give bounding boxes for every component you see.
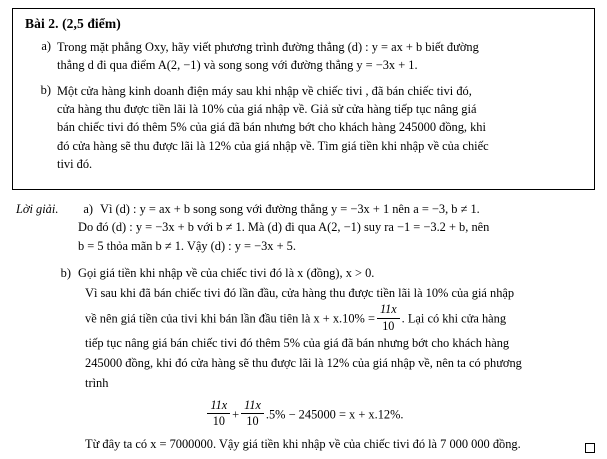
solution-b-conclusion: Từ đây ta có x = 7000000. Vậy giá tiền khi nhập về của chiếc tivi đó là 7 000 000 đồng. <box>85 437 521 452</box>
solution-a-line3: b = 5 thỏa mãn b ≠ 1. Vậy (d) : y = −3x + 5. <box>78 239 296 254</box>
problem-item-b-body <box>57 82 584 174</box>
problem-item-a-line2: thẳng d đi qua điểm A(2, −1) và song song với đường thẳng y = −3x + 1. <box>57 58 418 73</box>
qed-square <box>585 443 595 453</box>
solution-b-para-line2-pre: về nên giá tiền của tivi khi bán lần đầu tiên là x + x.10% = <box>85 311 375 326</box>
solution-part-b <box>56 264 593 283</box>
equation-fraction-2-numerator: 11x <box>241 399 264 414</box>
solution-a-line1: Vì (d) : y = ax + b song song với đường thẳng y = −3x + 1 nên a = −3, b ≠ 1. <box>100 201 480 216</box>
equation-fraction-2-denominator: 10 <box>246 414 259 429</box>
equation-operator-plus: + <box>232 407 240 422</box>
solution-a-line2: Do đó (d) : y = −3x + b với b ≠ 1. Mà (d) đi qua A(2, −1) suy ra −1 = −3.2 + b, nên <box>78 220 490 235</box>
equation-fraction-1-denominator: 10 <box>212 414 225 429</box>
fraction-11x-over-10 <box>377 303 400 332</box>
problem-title: Bài 2. (2,5 điểm) <box>25 16 121 31</box>
problem-item-b-line4: đó cửa hàng sẽ thu được lãi là 12% của giá nhập về. Tìm giá tiền khi nhập về của chiếc <box>57 138 489 153</box>
solution-b-line1: Gọi giá tiền khi nhập về của chiếc tivi đó là x (đồng), x > 0. <box>78 266 375 281</box>
problem-item-b-line3: bán chiếc tivi đó thêm 5% của giá đã bán nhưng bớt cho khách hàng 245000 đồng, khi <box>57 120 486 135</box>
solution-b-paragraph <box>85 283 589 393</box>
problem-item-b-label: b) <box>40 82 51 97</box>
problem-item-a <box>37 38 584 75</box>
solution-b-para-line5: trình <box>85 375 109 390</box>
solution-b-para-line3: tiếp tục nâng giá bán chiếc tivi đó thêm 5% của giá đã bán nhưng bớt cho khách hàng <box>85 335 510 350</box>
solution-b-para-line1: Vì sau khi đã bán chiếc tivi đó lần đầu, cửa hàng thu được tiền lãi là 10% của giá nhập <box>85 286 515 301</box>
solution-section <box>10 200 597 454</box>
problem-box <box>12 8 595 190</box>
solution-a-label: a) <box>83 201 93 216</box>
equation-tail: .5% − 245000 = x + x.12%. <box>265 407 404 422</box>
problem-item-b <box>37 82 584 174</box>
solution-b-label: b) <box>60 266 71 281</box>
problem-item-b-line1: Một cửa hàng kinh doanh điện máy sau khi nhập về chiếc tivi , đã bán chiếc tivi đó, <box>57 83 472 98</box>
problem-item-b-line2: cửa hàng thu được tiền lãi là 10% của giá nhập về. Giả sử cửa hàng tiếp tục nâng giá <box>57 102 477 117</box>
solution-equation <box>16 399 593 428</box>
solution-heading: Lời giải. <box>16 201 59 216</box>
solution-b-para-line2-post: . Lại có khi cửa hàng <box>401 311 507 326</box>
fraction-numerator: 11x <box>377 303 400 318</box>
problem-item-a-body <box>57 38 584 75</box>
equation-fraction-2 <box>241 399 264 428</box>
solution-b-para-line4: 245000 đồng, khi đó cửa hàng sẽ thu được lãi là 12% của giá nhập về, nên ta có phương <box>85 355 522 370</box>
equation-fraction-1-numerator: 11x <box>207 399 230 414</box>
solution-b-para-line2 <box>85 303 589 332</box>
problem-item-a-line1: Trong mặt phẳng Oxy, hãy viết phương trình đường thẳng (d) : y = ax + b biết đường <box>57 40 479 54</box>
problem-item-b-line5: tivi đó. <box>57 157 93 172</box>
equation-fraction-1 <box>207 399 230 428</box>
problem-item-a-label: a) <box>41 39 51 53</box>
solution-part-a <box>16 200 593 219</box>
fraction-denominator: 10 <box>382 318 395 333</box>
